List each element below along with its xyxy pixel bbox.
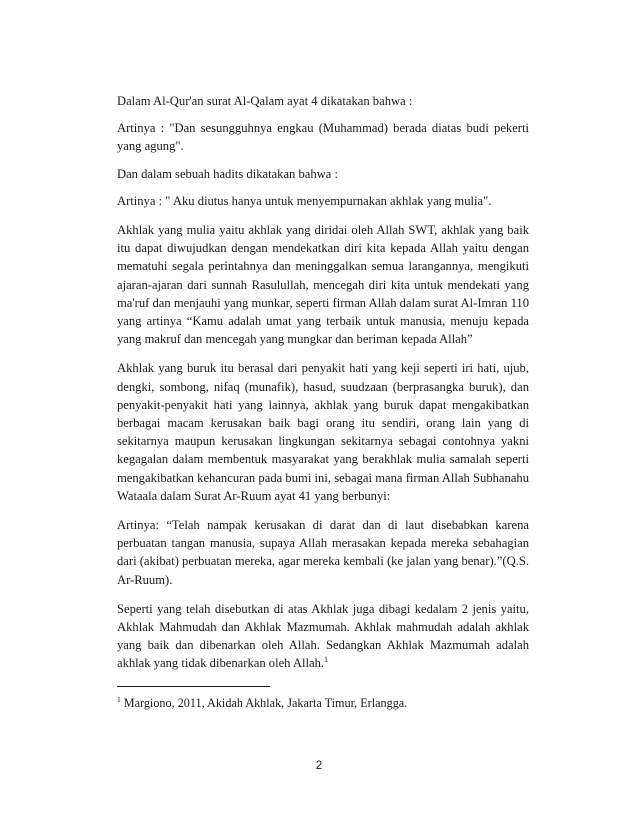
paragraph-translation-hadits: Artinya : " Aku diutus hanya untuk menyempurnakan akhlak yang mulia". <box>117 193 492 208</box>
paragraph-akhlak-mulia: Akhlak yang mulia yaitu akhlak yang diridai oleh Allah SWT, akhlak yang baik itu dapat diwujudkan dengan mendekatkan diri kita kepada Allah yaitu dengan mematuhi segala perintahnya dan meninggalkan semua larangannya, mengikuti ajaran-ajaran dari sunnah Rasulullah, mencegah diri kita untuk mendekati yang ma'ruf dan menjauhi yang munkar, seperti firman Allah dalam surat Al-Imran 110 yang artinya “Kamu adalah umat yang terbaik untuk manusia, menuju kepada yang makruf dan mencegah yang mungkar dan beriman kepada Allah” <box>117 223 529 347</box>
footnote-text: Margiono, 2011, Akidah Akhlak, Jakarta Timur, Erlangga. <box>123 696 408 710</box>
footnote-reference: 1 <box>324 655 329 665</box>
footnote-separator <box>117 686 270 687</box>
paragraph-translation-quran: Artinya : "Dan sesungguhnya engkau (Muhammad) berada diatas budi pekerti yang agung". <box>117 121 529 154</box>
footnote <box>117 695 537 711</box>
paragraph-intro-quran: Dalam Al-Qur'an surat Al-Qalam ayat 4 dikatakan bahwa : <box>117 94 413 108</box>
page-number: 2 <box>315 760 323 772</box>
body-text <box>117 92 529 684</box>
paragraph-intro-hadits: Dan dalam sebuah hadits dikatakan bahwa : <box>117 166 339 181</box>
paragraph-jenis-akhlak-text: Seperti yang telah disebutkan di atas Akhlak juga dibagi kedalam 2 jenis yaitu, Akhlak Mahmudah dan Akhlak Mazmumah. Akhlak mahmudah adalah akhlak yang baik dan dibenarkan oleh Allah. Sedangkan Akhlak Mazmumah adalah akhlak yang tidak dibenarkan oleh Allah. <box>117 601 529 671</box>
paragraph-jenis-akhlak <box>117 600 529 673</box>
paragraph-akhlak-buruk: Akhlak yang buruk itu berasal dari penyakit hati yang keji seperti iri hati, ujub, dengki, sombong, nifaq (munafik), hasud, suudzaan (berprasangka buruk), dan penyakit-penyakit hati yang lainnya, akhlak yang buruk dapat mengakibatkan berbagai macam kerusakan baik bagi orang itu sendiri, orang lain yang di sekitarnya maupun kerusakan lingkungan sekitarnya sebagai contohnya yakni kegagalan dalam membentuk masyarakat yang berakhlak mulia samalah seperti mengakibatkan kehancuran pada bumi ini, sebagai mana firman Allah Subhanahu Wataala dalam Surat Ar-Ruum ayat 41 yang berbunyi: <box>117 361 529 503</box>
footnote-marker: 1 <box>117 694 121 704</box>
paragraph-translation-ar-ruum: Artinya: “Telah nampak kerusakan di darat dan di laut disebabkan karena perbuatan tangan manusia, supaya Allah merasakan kepada mereka sebahagian dari (akibat) perbuatan mereka, agar mereka kembali (ke jalan yang benar).”(Q.S. Ar-Ruum). <box>117 518 529 587</box>
